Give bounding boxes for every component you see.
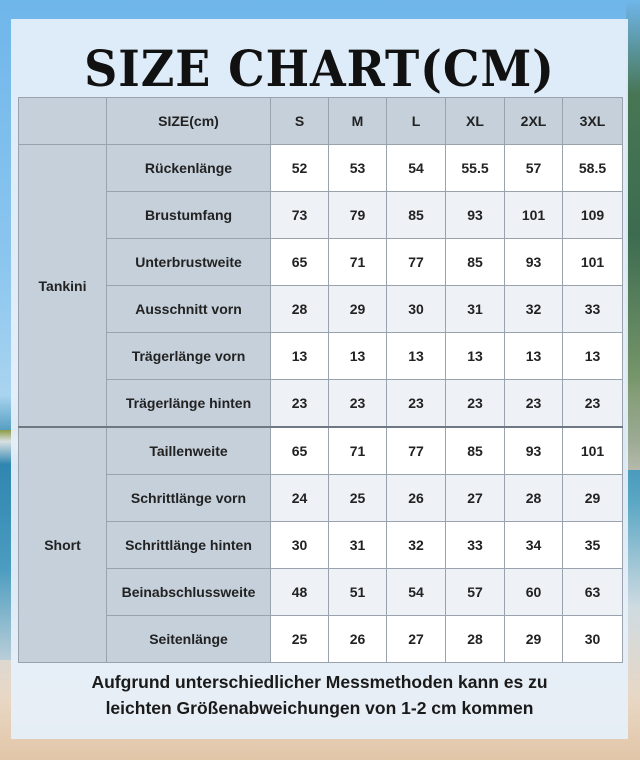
- cell-value: 26: [329, 616, 387, 663]
- cell-value: 13: [446, 333, 505, 380]
- cell-value: 77: [387, 427, 446, 475]
- header-size-label: SIZE(cm): [107, 98, 271, 145]
- cell-value: 54: [387, 145, 446, 192]
- cell-value: 93: [505, 239, 563, 286]
- cell-value: 24: [271, 475, 329, 522]
- cell-value: 77: [387, 239, 446, 286]
- table-row: [19, 569, 623, 616]
- cell-value: 33: [563, 286, 623, 333]
- header-size-3xl: 3XL: [563, 98, 623, 145]
- cell-value: 33: [446, 522, 505, 569]
- cell-value: 51: [329, 569, 387, 616]
- cell-value: 13: [271, 333, 329, 380]
- header-size-xl: XL: [446, 98, 505, 145]
- cell-value: 23: [563, 380, 623, 428]
- cell-value: 25: [271, 616, 329, 663]
- cell-value: 93: [446, 192, 505, 239]
- cell-value: 23: [505, 380, 563, 428]
- footnote: [11, 669, 628, 721]
- cell-value: 65: [271, 239, 329, 286]
- cell-value: 34: [505, 522, 563, 569]
- cell-value: 23: [446, 380, 505, 428]
- cell-value: 71: [329, 427, 387, 475]
- cell-value: 28: [505, 475, 563, 522]
- group-label-short: Short: [19, 427, 107, 663]
- row-label: Ausschnitt vorn: [107, 286, 271, 333]
- cell-value: 58.5: [563, 145, 623, 192]
- table-row: [19, 145, 623, 192]
- footnote-line-2: leichten Größenabweichungen von 1-2 cm kommen: [105, 698, 534, 718]
- cell-value: 63: [563, 569, 623, 616]
- row-label: Rückenlänge: [107, 145, 271, 192]
- cell-value: 13: [563, 333, 623, 380]
- cell-value: 109: [563, 192, 623, 239]
- cell-value: 57: [446, 569, 505, 616]
- row-label: Trägerlänge vorn: [107, 333, 271, 380]
- cell-value: 23: [271, 380, 329, 428]
- row-label: Trägerlänge hinten: [107, 380, 271, 428]
- cell-value: 85: [387, 192, 446, 239]
- row-label: Schrittlänge hinten: [107, 522, 271, 569]
- cell-value: 23: [387, 380, 446, 428]
- group-label-tankini: Tankini: [19, 145, 107, 428]
- header-size-m: M: [329, 98, 387, 145]
- cell-value: 27: [387, 616, 446, 663]
- cell-value: 25: [329, 475, 387, 522]
- cell-value: 73: [271, 192, 329, 239]
- cell-value: 28: [271, 286, 329, 333]
- size-chart-panel: [11, 19, 628, 739]
- cell-value: 27: [446, 475, 505, 522]
- table-row: [19, 333, 623, 380]
- cell-value: 57: [505, 145, 563, 192]
- footnote-line-1: Aufgrund unterschiedlicher Messmethoden kann es zu: [91, 672, 548, 692]
- cell-value: 101: [505, 192, 563, 239]
- table-row: [19, 427, 623, 475]
- row-label: Brustumfang: [107, 192, 271, 239]
- cell-value: 101: [563, 239, 623, 286]
- cell-value: 29: [505, 616, 563, 663]
- cell-value: 30: [563, 616, 623, 663]
- cell-value: 65: [271, 427, 329, 475]
- cell-value: 32: [505, 286, 563, 333]
- cell-value: 23: [329, 380, 387, 428]
- cell-value: 29: [563, 475, 623, 522]
- row-label: Unterbrustweite: [107, 239, 271, 286]
- row-label: Seitenlänge: [107, 616, 271, 663]
- cell-value: 32: [387, 522, 446, 569]
- cell-value: 71: [329, 239, 387, 286]
- table-row: [19, 522, 623, 569]
- table-row: [19, 286, 623, 333]
- table-row: [19, 380, 623, 428]
- background-palm-tree: [626, 0, 640, 470]
- row-label: Taillenweite: [107, 427, 271, 475]
- cell-value: 31: [329, 522, 387, 569]
- page-title: SIZE CHART(CM): [84, 39, 555, 98]
- header-size-2xl: 2XL: [505, 98, 563, 145]
- cell-value: 31: [446, 286, 505, 333]
- cell-value: 29: [329, 286, 387, 333]
- header-size-s: S: [271, 98, 329, 145]
- cell-value: 28: [446, 616, 505, 663]
- row-label: Schrittlänge vorn: [107, 475, 271, 522]
- cell-value: 60: [505, 569, 563, 616]
- cell-value: 30: [271, 522, 329, 569]
- cell-value: 13: [505, 333, 563, 380]
- header-corner-cell: [19, 98, 107, 145]
- cell-value: 85: [446, 239, 505, 286]
- cell-value: 79: [329, 192, 387, 239]
- header-size-l: L: [387, 98, 446, 145]
- cell-value: 53: [329, 145, 387, 192]
- cell-value: 13: [329, 333, 387, 380]
- header-row: [19, 98, 623, 145]
- cell-value: 55.5: [446, 145, 505, 192]
- cell-value: 35: [563, 522, 623, 569]
- cell-value: 52: [271, 145, 329, 192]
- cell-value: 26: [387, 475, 446, 522]
- cell-value: 101: [563, 427, 623, 475]
- table-row: [19, 475, 623, 522]
- cell-value: 54: [387, 569, 446, 616]
- cell-value: 30: [387, 286, 446, 333]
- cell-value: 85: [446, 427, 505, 475]
- table-row: [19, 616, 623, 663]
- row-label: Beinabschlussweite: [107, 569, 271, 616]
- table-row: [19, 192, 623, 239]
- cell-value: 48: [271, 569, 329, 616]
- table-row: [19, 239, 623, 286]
- cell-value: 93: [505, 427, 563, 475]
- cell-value: 13: [387, 333, 446, 380]
- size-chart-table: [18, 97, 623, 663]
